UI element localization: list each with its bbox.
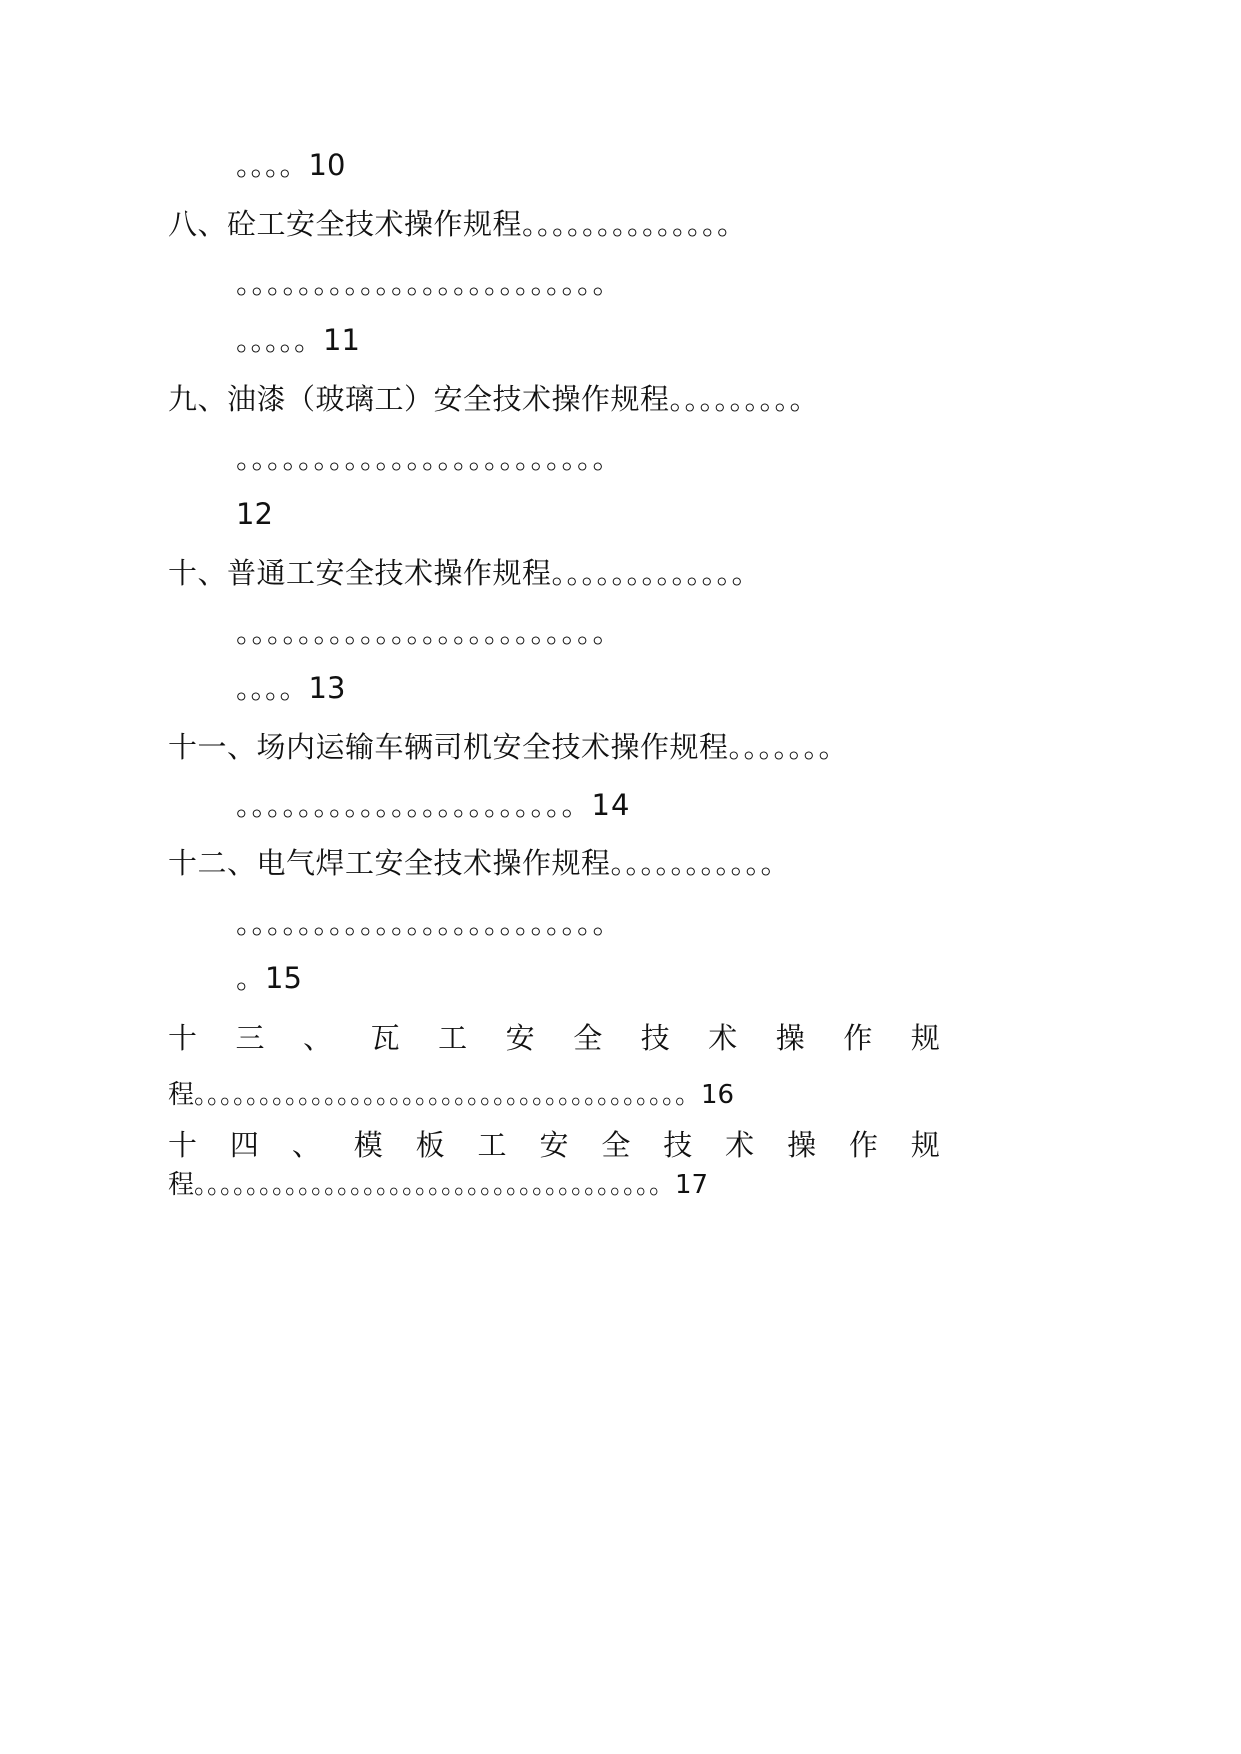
toc-entry-10-leader: 。。。。。。。。。。。。。。。。。。。。。。。。 xyxy=(236,615,623,649)
toc-entry-13-char: 工 xyxy=(438,1021,468,1055)
toc-entry-13-char: 术 xyxy=(708,1021,738,1055)
toc-entry-14-char: 模 xyxy=(353,1128,383,1162)
toc-entry-8-leader: 。。。。。。。。。。。。。。。。。。。。。。。。 xyxy=(236,266,623,300)
toc-entry-14-char: 安 xyxy=(539,1128,569,1162)
toc-entry-13-char: 、 xyxy=(303,1021,333,1055)
toc-continuation-10: 。。。。10 xyxy=(236,148,346,182)
toc-entry-14-char: 术 xyxy=(725,1128,755,1162)
toc-entry-8-title: 八、砼工安全技术操作规程。。。。。。。。。。。。。。 xyxy=(168,207,747,241)
toc-entry-14-char: 工 xyxy=(477,1128,507,1162)
toc-entry-13-char: 规 xyxy=(910,1021,940,1055)
toc-entry-13-char: 技 xyxy=(640,1021,670,1055)
toc-entry-13-char: 全 xyxy=(573,1021,603,1055)
toc-entry-14-char: 作 xyxy=(848,1128,878,1162)
toc-entry-10-title: 十、普通工安全技术操作规程。。。。。。。。。。。。。 xyxy=(168,556,762,590)
toc-entry-13-leader-page: 程。。。。。。。。。。。。。。。。。。。。。。。。。。。。。。。。。。。。。。16 xyxy=(168,1080,735,1110)
toc-entry-8-page: 。。。。。11 xyxy=(236,323,360,357)
toc-entry-14-char: 规 xyxy=(910,1128,940,1162)
toc-entry-13-char: 三 xyxy=(235,1021,265,1055)
toc-entry-14-char: 十 xyxy=(168,1128,198,1162)
toc-entry-14-char: 技 xyxy=(663,1128,693,1162)
toc-entry-14-char: 全 xyxy=(601,1128,631,1162)
toc-entry-9-leader: 。。。。。。。。。。。。。。。。。。。。。。。。 xyxy=(236,441,623,475)
toc-entry-12-leader: 。。。。。。。。。。。。。。。。。。。。。。。。 xyxy=(236,906,623,940)
toc-entry-14-char: 、 xyxy=(291,1128,321,1162)
toc-entry-11-title: 十一、场内运输车辆司机安全技术操作规程。。。。。。。 xyxy=(168,730,849,764)
toc-entry-14-title xyxy=(168,1125,940,1165)
toc-entry-12-page: 。15 xyxy=(236,961,302,995)
toc-entry-13-char: 操 xyxy=(775,1021,805,1055)
toc-entry-13-char: 瓦 xyxy=(370,1021,400,1055)
toc-entry-13-title xyxy=(168,1018,940,1058)
toc-entry-9-title: 九、油漆（玻璃工）安全技术操作规程。。。。。。。。。 xyxy=(168,382,820,416)
toc-entry-11-leader-page: 。。。。。。。。。。。。。。。。。。。。。。14 xyxy=(236,788,631,822)
toc-entry-13-char: 十 xyxy=(168,1021,198,1055)
toc-entry-9-page: 12 xyxy=(236,497,273,531)
toc-entry-14-char: 四 xyxy=(229,1128,259,1162)
toc-entry-13-char: 作 xyxy=(843,1021,873,1055)
toc-entry-12-title: 十二、电气焊工安全技术操作规程。。。。。。。。。。。 xyxy=(168,846,791,880)
toc-entry-14-leader-page: 程。。。。。。。。。。。。。。。。。。。。。。。。。。。。。。。。。。。。17 xyxy=(168,1170,709,1200)
toc-entry-14-char: 操 xyxy=(787,1128,817,1162)
toc-entry-10-page: 。。。。13 xyxy=(236,671,346,705)
toc-entry-14-char: 板 xyxy=(415,1128,445,1162)
toc-entry-13-char: 安 xyxy=(505,1021,535,1055)
